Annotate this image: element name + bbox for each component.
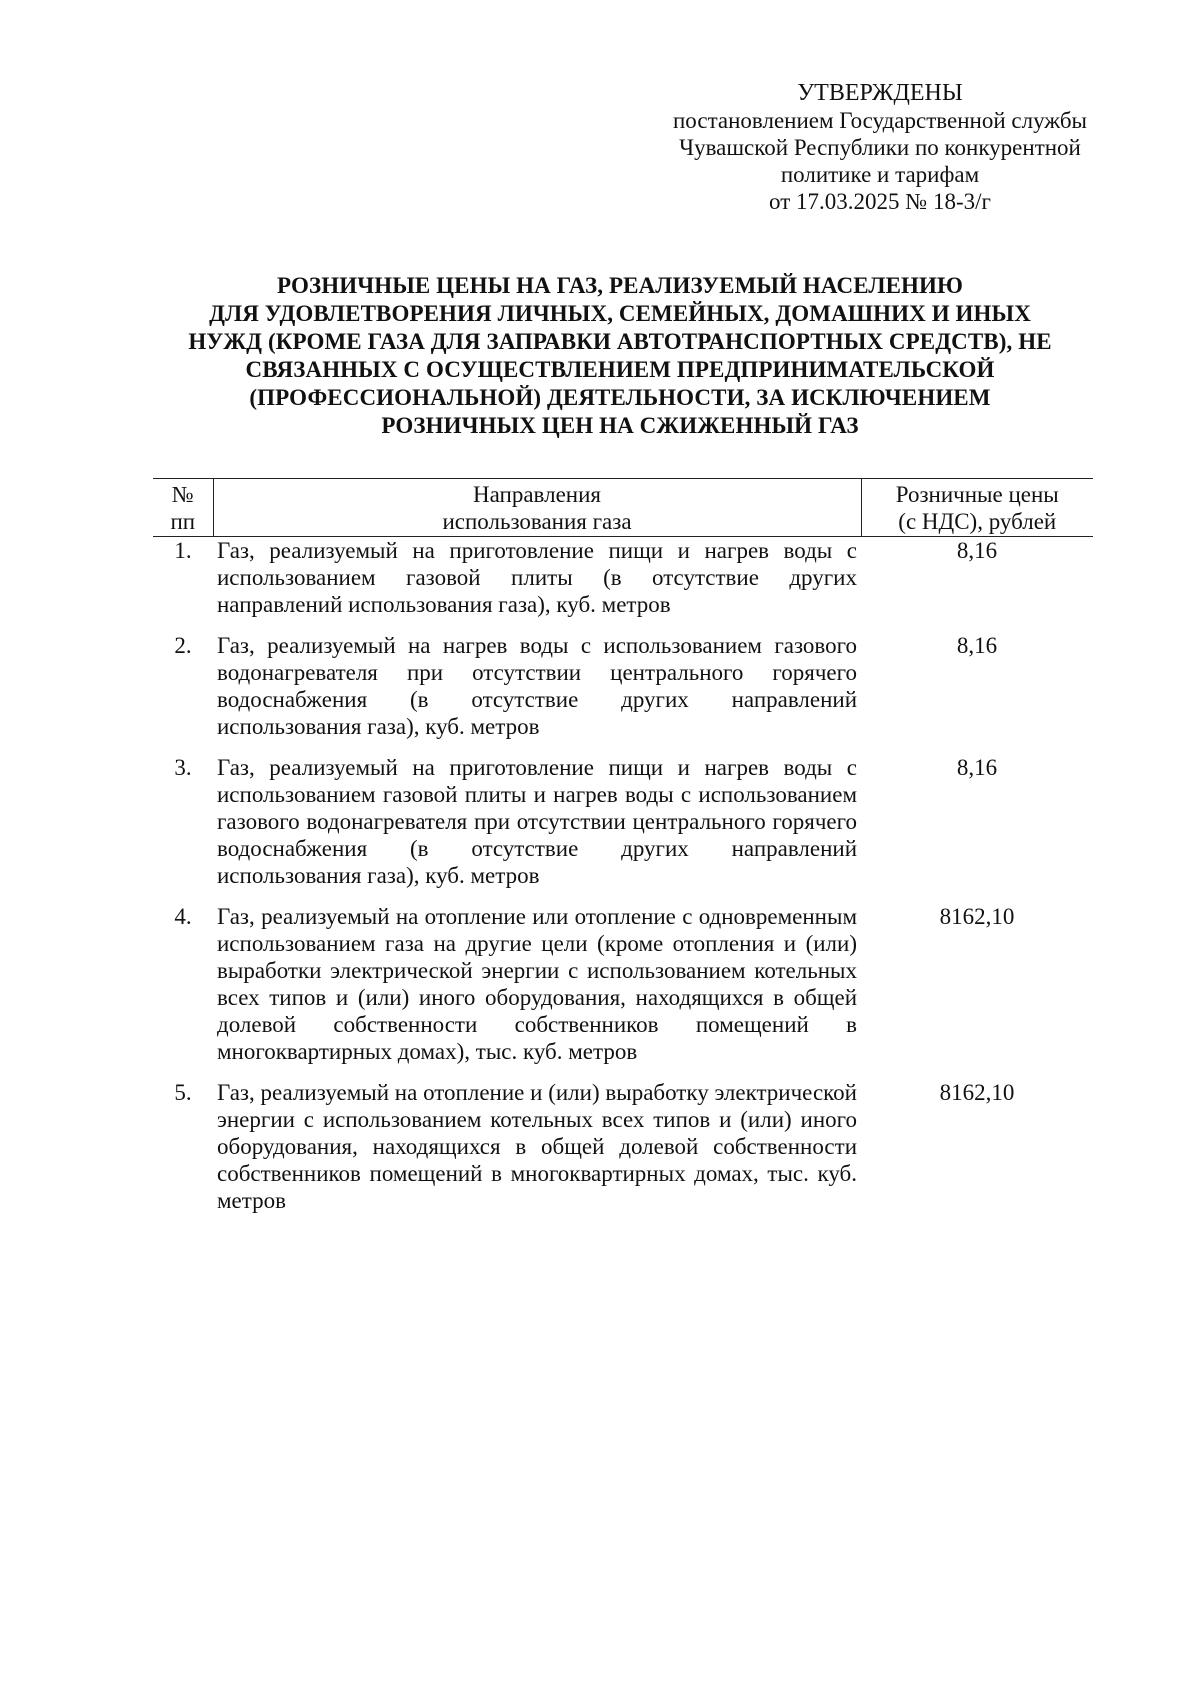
row-price: 8,16: [956, 755, 998, 780]
header-number: № пп: [153, 479, 213, 537]
table-row: [153, 537, 1093, 619]
table-header-row: [153, 479, 1093, 537]
approval-line: постановлением Государственной службы: [672, 108, 1088, 133]
approval-line: политике и тарифам: [780, 162, 980, 187]
approval-line: от 17.03.2025 № 18-3/г: [769, 189, 991, 214]
title-line: СВЯЗАННЫХ С ОСУЩЕСТВЛЕНИЕМ ПРЕДПРИНИМАТЕЛЬСКОЙ: [245, 357, 995, 382]
title-line: ДЛЯ УДОВЛЕТВОРЕНИЯ ЛИЧНЫХ, СЕМЕЙНЫХ, ДОМАШНИХ И ИНЫХ: [209, 301, 1031, 326]
row-direction: Газ, реализуемый на приготовление пищи и нагрев воды с использованием газовой плиты (в отсутствие других направлений использования газа), куб. метров: [217, 538, 857, 617]
table-row: [153, 903, 1093, 1065]
row-price: 8162,10: [939, 1080, 1015, 1105]
row-number: 2.: [174, 633, 192, 658]
header-direction: Направления использования газа: [213, 479, 861, 537]
title-line: РОЗНИЧНЫХ ЦЕН НА СЖИЖЕННЫЙ ГАЗ: [381, 413, 859, 438]
approval-line: Чувашской Республики по конкурентной: [679, 135, 1081, 160]
table-row: [153, 754, 1093, 889]
row-direction: Газ, реализуемый на нагрев воды с использованием газового водонагревателя при отсутствии центрального горячего водоснабжения (в отсутствие других направлений использования газа), куб. метров: [217, 633, 857, 739]
title-line: НУЖД (КРОМЕ ГАЗА ДЛЯ ЗАПРАВКИ АВТОТРАНСПОРТНЫХ СРЕДСТВ), НЕ: [188, 329, 1052, 354]
row-price: 8,16: [956, 633, 998, 658]
row-direction: Газ, реализуемый на отопление или отопление с одновременным использованием газа на другие цели (кроме отопления и (или) выработки электрической энергии с использованием котельных всех типов и (или) иного оборудования, находящихся в общей долевой собственности собственников помещений в многоквартирных домах), тыс. куб. метров: [217, 904, 857, 1064]
header-price: Розничные цены (с НДС), рублей: [861, 479, 1093, 537]
row-number: 5.: [174, 1080, 192, 1105]
table-row: [153, 632, 1093, 740]
row-number: 3.: [174, 755, 192, 780]
approval-line: УТВЕРЖДЕНЫ: [797, 80, 963, 106]
row-spacer: [153, 1065, 1093, 1079]
row-price: 8,16: [956, 538, 998, 563]
row-price: 8162,10: [939, 904, 1015, 929]
table-row: [153, 1079, 1093, 1214]
row-direction: Газ, реализуемый на приготовление пищи и нагрев воды с использованием газовой плиты и нагрев воды с использованием газового водонагревателя при отсутствии центрального горячего водоснабжения (в отсутствие других направлений использования газа), куб. метров: [217, 755, 857, 888]
row-spacer: [153, 618, 1093, 632]
title-line: РОЗНИЧНЫЕ ЦЕНЫ НА ГАЗ, РЕАЛИЗУЕМЫЙ НАСЕЛЕНИЮ: [277, 273, 963, 298]
row-number: 1.: [174, 538, 192, 563]
prices-table: [153, 478, 1093, 1214]
approval-stamp: [640, 80, 1120, 215]
row-number: 4.: [174, 904, 192, 929]
document-title: [150, 272, 1090, 440]
row-spacer: [153, 889, 1093, 903]
title-line: (ПРОФЕССИОНАЛЬНОЙ) ДЕЯТЕЛЬНОСТИ, ЗА ИСКЛЮЧЕНИЕМ: [249, 385, 991, 410]
row-spacer: [153, 740, 1093, 754]
row-direction: Газ, реализуемый на отопление и (или) выработку электрической энергии с использованием котельных всех типов и (или) иного оборудования, находящихся в общей долевой собственности собственников помещений в многоквартирных домах, тыс. куб. метров: [217, 1080, 857, 1213]
